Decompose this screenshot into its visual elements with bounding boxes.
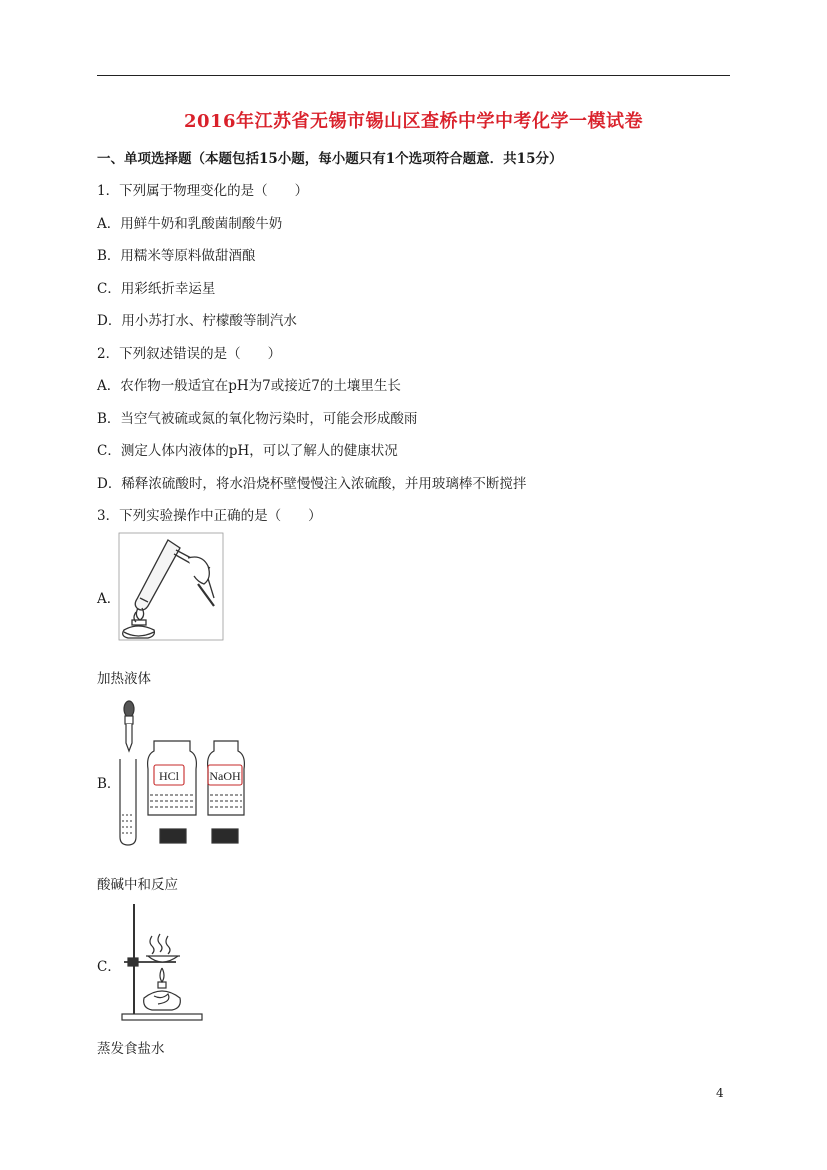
q2-option-a: A．农作物一般适宜在pH为7或接近7的土壤里生长 — [97, 378, 401, 394]
neutralization-figure — [112, 697, 246, 849]
q3-caption-c: 蒸发食盐水 — [97, 1041, 165, 1057]
q2-option-c: C．测定人体内液体的pH，可以了解人的健康状况 — [97, 443, 398, 459]
header-rule — [97, 75, 730, 76]
naoh-bottle-label: NaOH — [209, 769, 241, 783]
q3-caption-b: 酸碱中和反应 — [97, 877, 178, 893]
page-number: 4 — [716, 1086, 724, 1100]
evaporation-figure — [118, 900, 204, 1022]
question-2-stem: 2．下列叙述错误的是（ ） — [97, 346, 282, 362]
q3-option-b-label: B． — [97, 776, 121, 792]
question-1-stem: 1．下列属于物理变化的是（ ） — [97, 183, 309, 199]
q2-option-b: B．当空气被硫或氮的氧化物污染时，可能会形成酸雨 — [97, 411, 418, 427]
q3-option-c-label: C． — [97, 959, 121, 975]
question-3-stem: 3．下列实验操作中正确的是（ ） — [97, 508, 322, 524]
q3-caption-a: 加热液体 — [97, 671, 151, 687]
page-title: 2016年江苏省无锡市锡山区查桥中学中考化学一模试卷 — [183, 111, 644, 132]
heating-liquid-figure — [118, 532, 224, 642]
q1-option-d: D．用小苏打水、柠檬酸等制汽水 — [97, 313, 297, 329]
q1-option-c: C．用彩纸折幸运星 — [97, 281, 216, 297]
q1-option-a: A．用鲜牛奶和乳酸菌制酸牛奶 — [97, 216, 283, 232]
section-heading: 一、单项选择题（本题包括15小题，每小题只有1个选项符合题意．共15分） — [97, 151, 563, 167]
hcl-bottle-label: HCl — [158, 769, 180, 783]
q3-option-a-label: A． — [97, 591, 121, 607]
q1-option-b: B．用糯米等原料做甜酒酿 — [97, 248, 256, 264]
q2-option-d: D．稀释浓硫酸时，将水沿烧杯壁慢慢注入浓硫酸，并用玻璃棒不断搅拌 — [97, 476, 527, 492]
